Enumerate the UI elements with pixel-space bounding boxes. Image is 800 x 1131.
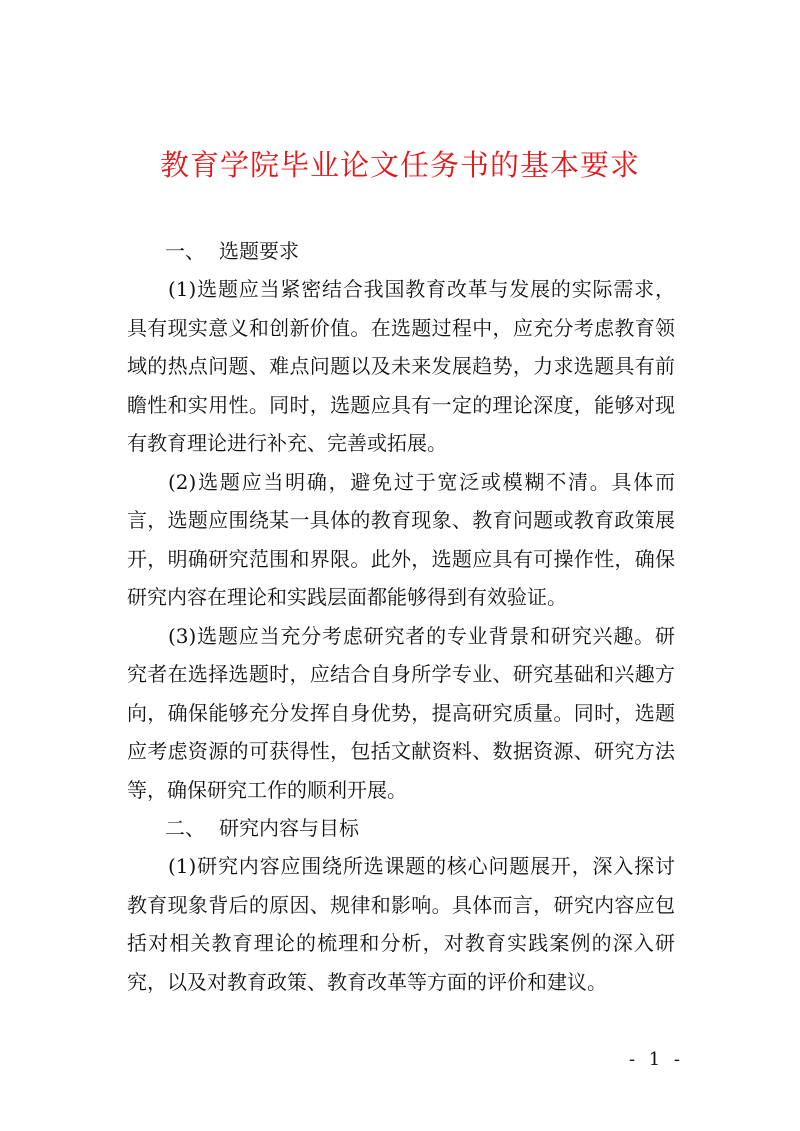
section-number: 二、 xyxy=(165,816,205,840)
section-number: 一、 xyxy=(165,239,205,263)
document-body xyxy=(127,232,675,1001)
page-number: - 1 - xyxy=(628,1049,684,1070)
paragraph: (1)研究内容应围绕所选课题的核心问题展开，深入探讨教育现象背后的原因、规律和影响。具体而言，研究内容应包括对相关教育理论的梳理和分析，对教育实践案例的深入研究，以及对教育政策、教育改革等方面的评价和建议。 xyxy=(127,854,675,994)
section-heading-1 xyxy=(127,232,675,270)
document-title: 教育学院毕业论文任务书的基本要求 xyxy=(159,148,640,182)
paragraph: (3)选题应当充分考虑研究者的专业背景和研究兴趣。研究者在选择选题时，应结合自身所学专业、研究基础和兴趣方向，确保能够充分发挥自身优势，提高研究质量。同时，选题应考虑资源的可获得性，包括文献资料、数据资源、研究方法等，确保研究工作的顺利开展。 xyxy=(127,623,675,802)
paragraph: (1)选题应当紧密结合我国教育改革与发展的实际需求，具有现实意义和创新价值。在选题过程中，应充分考虑教育领域的热点问题、难点问题以及未来发展趋势，力求选题具有前瞻性和实用性。同时，选题应具有一定的理论深度，能够对现有教育理论进行补充、完善或拓展。 xyxy=(127,277,675,455)
paragraph: (2)选题应当明确，避免过于宽泛或模糊不清。具体而言，选题应围绕某一具体的教育现象、教育问题或教育政策展开，明确研究范围和界限。此外，选题应具有可操作性，确保研究内容在理论和实践层面都能够得到有效验证。 xyxy=(127,469,675,609)
section-heading-text: 研究内容与目标 xyxy=(219,816,359,840)
section-heading-text: 选题要求 xyxy=(219,239,299,263)
section-heading-2 xyxy=(127,809,675,847)
